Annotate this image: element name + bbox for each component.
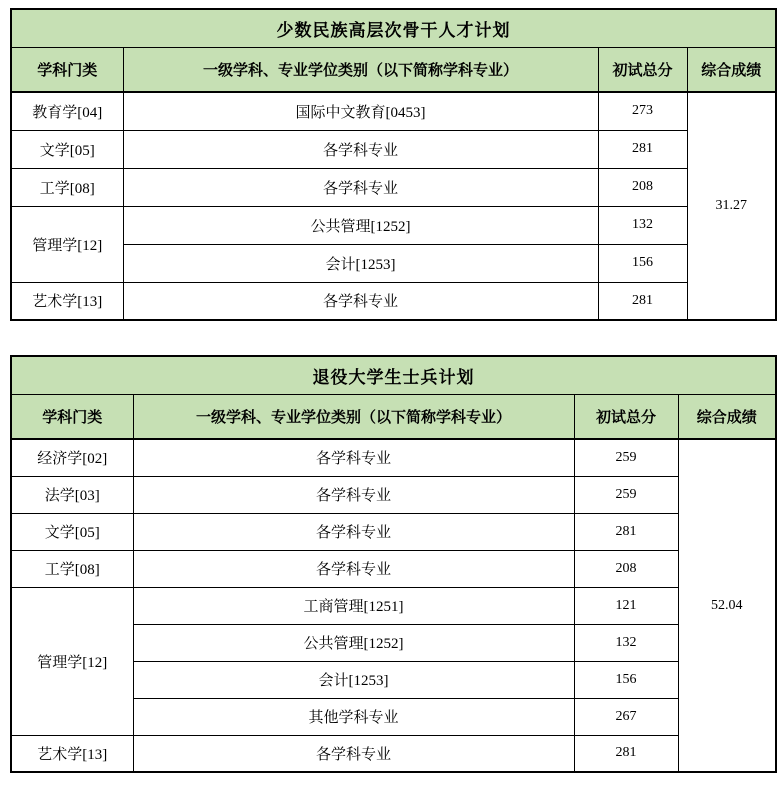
score-cell: 259: [574, 476, 678, 513]
table-row: [11, 587, 776, 624]
major-cell: 各学科专业: [133, 439, 574, 476]
composite-score-cell: 52.04: [678, 439, 776, 772]
score-cell: 267: [574, 698, 678, 735]
category-cell: 工学[08]: [11, 550, 133, 587]
column-header: 学科门类: [11, 47, 123, 92]
score-cell: 208: [574, 550, 678, 587]
category-cell: 管理学[12]: [11, 206, 123, 282]
major-cell: 公共管理[1252]: [133, 624, 574, 661]
table-row: [11, 206, 776, 244]
major-cell: 各学科专业: [133, 550, 574, 587]
column-header: 初试总分: [598, 47, 687, 92]
column-header: 综合成绩: [678, 394, 776, 439]
major-cell: 各学科专业: [133, 513, 574, 550]
score-cell: 156: [574, 661, 678, 698]
score-cell: 281: [574, 735, 678, 772]
major-cell: 各学科专业: [133, 735, 574, 772]
category-cell: 教育学[04]: [11, 92, 123, 130]
major-cell: 会计[1253]: [133, 661, 574, 698]
table-row: [11, 476, 776, 513]
category-cell: 艺术学[13]: [11, 735, 133, 772]
score-cell: 208: [598, 168, 687, 206]
category-cell: 管理学[12]: [11, 587, 133, 735]
table-row: [11, 439, 776, 476]
column-header: 一级学科、专业学位类别（以下简称学科专业）: [133, 394, 574, 439]
table-body: [11, 439, 776, 772]
score-cell: 121: [574, 587, 678, 624]
column-header: 初试总分: [574, 394, 678, 439]
major-cell: 各学科专业: [123, 282, 598, 320]
table-row: [11, 513, 776, 550]
category-cell: 经济学[02]: [11, 439, 133, 476]
table-title: 少数民族高层次骨干人才计划: [11, 9, 776, 47]
score-table: [10, 8, 777, 321]
score-cell: 259: [574, 439, 678, 476]
major-cell: 国际中文教育[0453]: [123, 92, 598, 130]
column-header-row: [11, 47, 776, 92]
major-cell: 会计[1253]: [123, 244, 598, 282]
table-body: [11, 92, 776, 320]
category-cell: 文学[05]: [11, 130, 123, 168]
score-cell: 273: [598, 92, 687, 130]
major-cell: 工商管理[1251]: [133, 587, 574, 624]
table-title-row: [11, 9, 776, 47]
major-cell: 其他学科专业: [133, 698, 574, 735]
score-cell: 156: [598, 244, 687, 282]
table-row: [11, 168, 776, 206]
score-cell: 132: [574, 624, 678, 661]
major-cell: 各学科专业: [133, 476, 574, 513]
column-header-row: [11, 394, 776, 439]
category-cell: 艺术学[13]: [11, 282, 123, 320]
major-cell: 各学科专业: [123, 130, 598, 168]
major-cell: 公共管理[1252]: [123, 206, 598, 244]
composite-score-cell: 31.27: [687, 92, 776, 320]
table-row: [11, 550, 776, 587]
table-title: 退役大学生士兵计划: [11, 356, 776, 394]
table-row: [11, 92, 776, 130]
table-row: [11, 735, 776, 772]
category-cell: 工学[08]: [11, 168, 123, 206]
table-row: [11, 282, 776, 320]
score-table: [10, 355, 777, 773]
score-cell: 281: [598, 130, 687, 168]
column-header: 一级学科、专业学位类别（以下简称学科专业）: [123, 47, 598, 92]
score-cell: 281: [598, 282, 687, 320]
table-title-row: [11, 356, 776, 394]
score-cell: 132: [598, 206, 687, 244]
category-cell: 法学[03]: [11, 476, 133, 513]
category-cell: 文学[05]: [11, 513, 133, 550]
column-header: 学科门类: [11, 394, 133, 439]
score-cell: 281: [574, 513, 678, 550]
column-header: 综合成绩: [687, 47, 776, 92]
table-row: [11, 130, 776, 168]
table-row: [11, 244, 776, 282]
major-cell: 各学科专业: [123, 168, 598, 206]
